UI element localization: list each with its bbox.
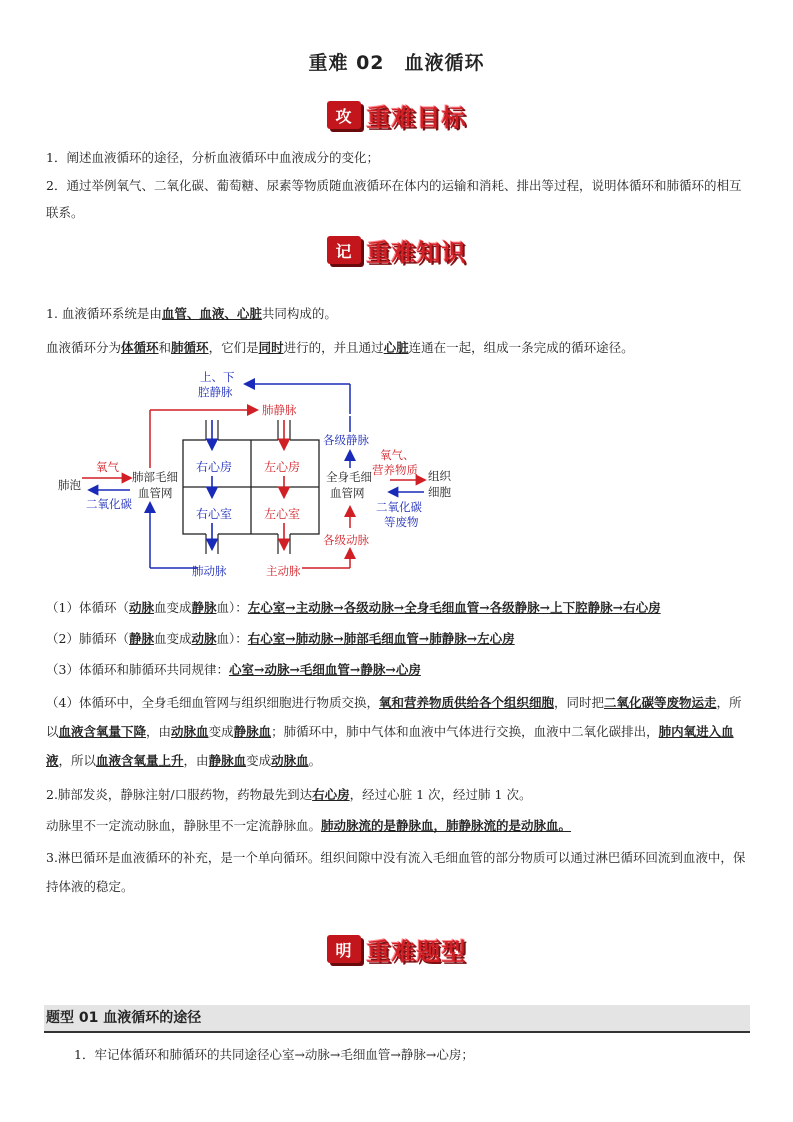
knowledge-2: 血液循环分为体循环和肺循环，它们是同时进行的，并且通过心脏连通在一起，组成一条完成的循环途径。 xyxy=(46,340,634,355)
label-body-capillary-1: 全身毛细 xyxy=(326,470,372,484)
banner-knowledge-badge: 记 xyxy=(327,236,361,264)
label-oxygen: 氧气 xyxy=(96,460,119,474)
summary-1: （1）体循环（动脉血变成静脉血）：左心室→主动脉→各级动脉→全身毛细血管→各级静脉→上下腔静脉→右心房 xyxy=(46,600,661,615)
banner-types-badge: 明 xyxy=(327,935,361,963)
label-tissue-1: 组织 xyxy=(428,469,451,483)
key-term: 血管、血液、心脏 xyxy=(161,306,262,321)
label-co2-left: 二氧化碳 xyxy=(86,497,132,511)
label-vena-cava-2: 腔静脉 xyxy=(198,385,233,399)
knowledge-4: 动脉里不一定流动脉血，静脉里不一定流静脉血。肺动脉流的是静脉血，肺静脉流的是动脉血。 xyxy=(46,818,572,833)
section-header: 题型 01 血液循环的途径 xyxy=(44,1005,750,1033)
summary-3: （3）体循环和肺循环共同规律：心室→动脉→毛细血管→静脉→心房 xyxy=(46,662,421,677)
label-right-ventricle: 右心室 xyxy=(196,507,233,521)
circulation-diagram xyxy=(50,368,470,583)
knowledge-5: 3.淋巴循环是血液循环的补充，是一个单向循环。组织间隙中没有流入毛细血管的部分物质可以通过淋巴循环回流到血液中，保持体液的稳定。 xyxy=(46,850,746,894)
label-o2-nutrients-2: 营养物质 xyxy=(372,463,418,477)
label-alveoli: 肺泡 xyxy=(58,478,81,492)
summary-2: （2）肺循环（静脉血变成动脉血）：右心室→肺动脉→肺部毛细血管→肺静脉→左心房 xyxy=(46,631,515,646)
label-right-atrium: 右心房 xyxy=(196,460,233,474)
banner-knowledge-text: 重难知识 xyxy=(366,238,467,267)
label-co2-waste-2: 等废物 xyxy=(384,515,419,529)
label-pulmonary-vein: 肺静脉 xyxy=(262,403,297,417)
label-o2-nutrients-1: 氧气、 xyxy=(380,448,415,462)
label-lung-capillary-1: 肺部毛细 xyxy=(132,470,178,484)
banner-goal-badge: 攻 xyxy=(327,101,361,129)
label-arteries: 各级动脉 xyxy=(323,533,369,547)
knowledge-3: 2.肺部发炎，静脉注射/口服药物，药物最先到达右心房，经过心脏 1 次，经过肺 1 次。 xyxy=(46,787,532,802)
knowledge-1: 1. 血液循环系统是由血管、血液、心脏共同构成的。 xyxy=(46,306,337,321)
goal-2: 2．通过举例氧气、二氧化碳、葡萄糖、尿素等物质随血液循环在体内的运输和消耗、排出等过程，说明体循环和肺循环的相互联系。 xyxy=(46,178,742,220)
label-left-ventricle: 左心室 xyxy=(264,507,301,521)
summary-4: （4）体循环中，全身毛细血管网与组织细胞进行物质交换，氧和营养物质供给各个组织细胞，同时把二氧化碳等废物运走，所以血液含氧量下降，由动脉血变成静脉血；肺循环中，肺中气体和血液中气体进行交换，血液中二氧化碳排出，肺内氧进入血液，所以血液含氧量上升，由静脉血变成动脉血。 xyxy=(46,695,742,768)
page-title: 重难 02 血液循环 xyxy=(308,52,485,74)
label-left-atrium: 左心房 xyxy=(264,460,301,474)
banner-types-text: 重难题型 xyxy=(366,937,467,966)
label-pulmonary-artery: 肺动脉 xyxy=(192,564,227,578)
label-body-capillary-2: 血管网 xyxy=(330,486,365,500)
label-tissue-2: 细胞 xyxy=(428,485,451,499)
label-co2-waste-1: 二氧化碳 xyxy=(376,500,422,514)
label-aorta: 主动脉 xyxy=(266,564,301,578)
banner-goal-text: 重难目标 xyxy=(366,103,467,132)
banner-goal xyxy=(0,98,793,132)
label-lung-capillary-2: 血管网 xyxy=(138,486,173,500)
question-1: 1．牢记体循环和肺循环的共同途径心室→动脉→毛细血管→静脉→心房； xyxy=(74,1047,474,1062)
banner-knowledge xyxy=(0,233,793,267)
label-veins: 各级静脉 xyxy=(323,433,369,447)
label-vena-cava-1: 上、下 xyxy=(200,370,235,384)
banner-types xyxy=(0,932,793,966)
goal-1: 1．阐述血液循环的途径，分析血液循环中血液成分的变化； xyxy=(46,150,379,165)
